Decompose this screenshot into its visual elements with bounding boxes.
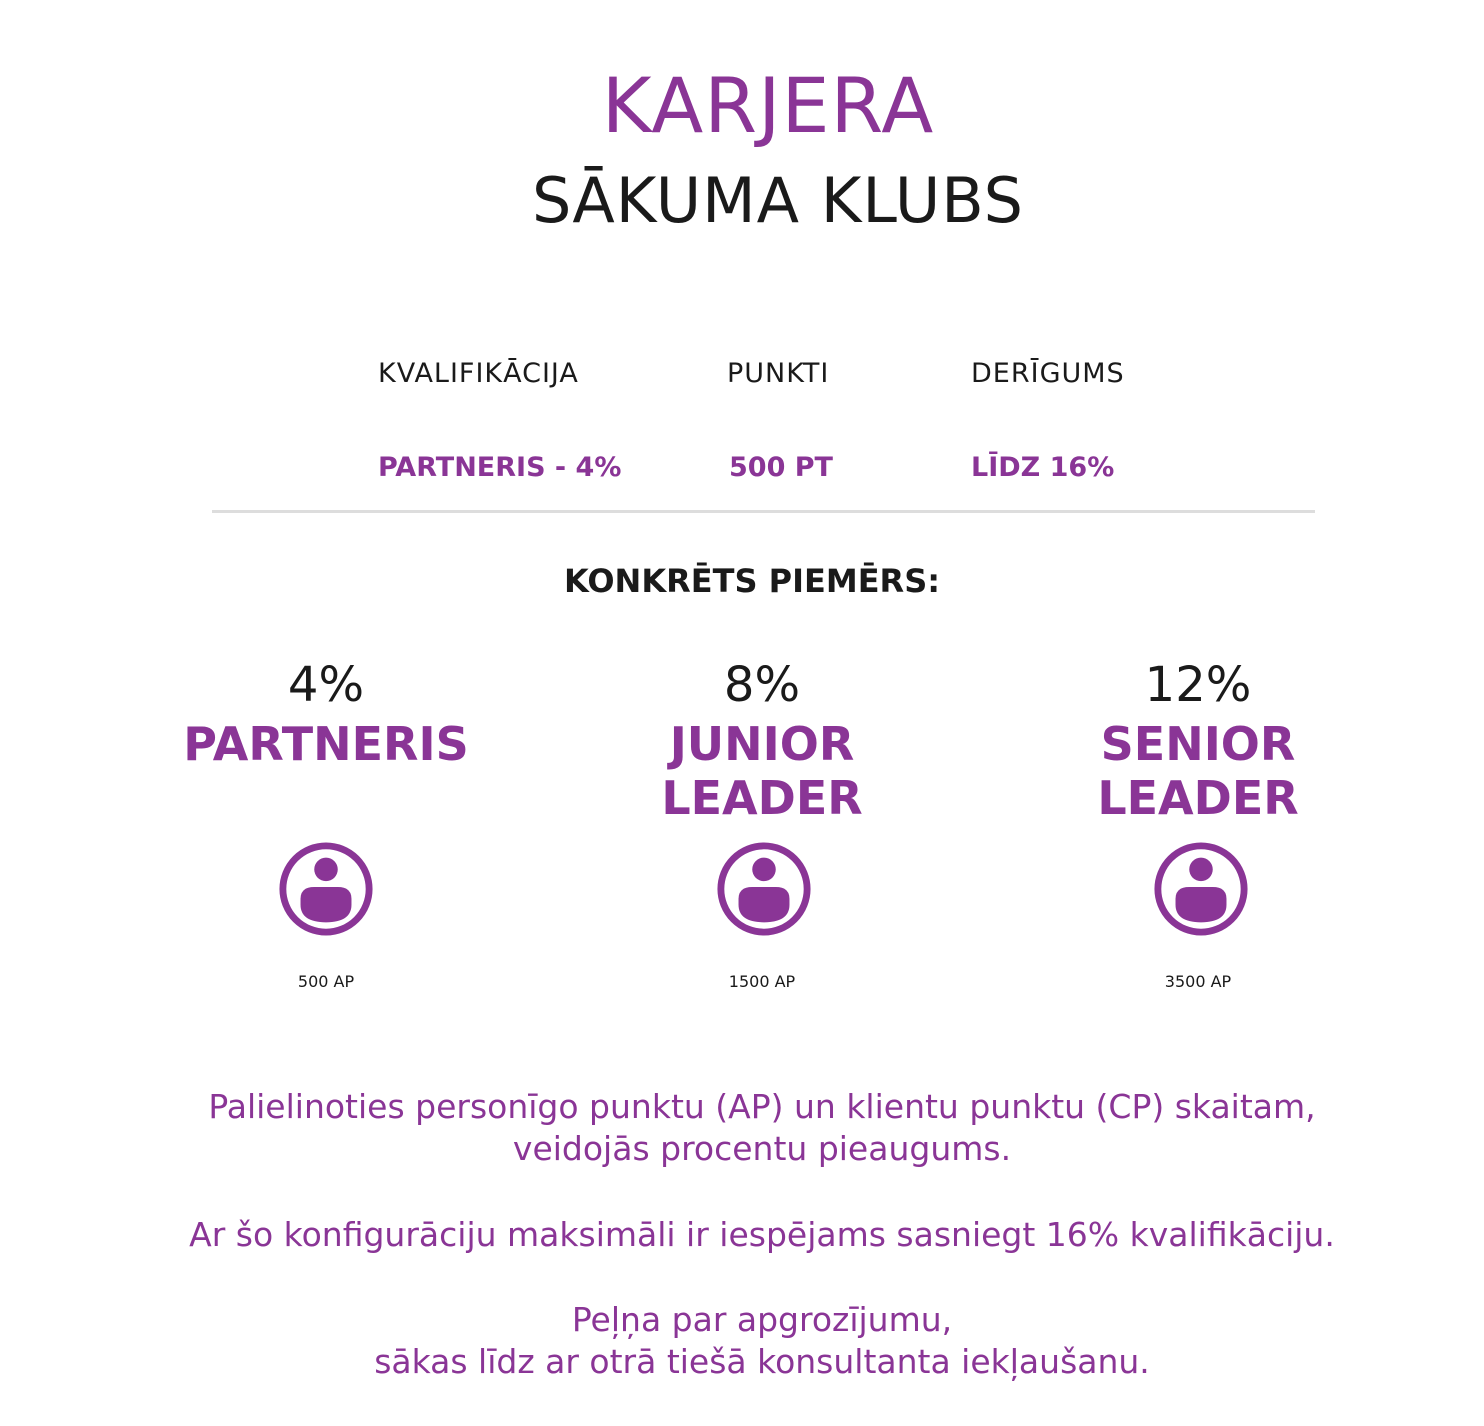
note-line: Palielinoties personīgo punktu (AP) un klientu punktu (CP) skaitam, [208,1087,1316,1126]
level-points: 3500 AP [1164,972,1232,991]
level-name-line1: SENIOR [1100,717,1296,771]
level-name-line2: LEADER [661,771,863,825]
level-percent: 8% [723,657,801,713]
note-paragraph-1 [20,1086,1484,1170]
level-name: PARTNERIS [183,717,469,771]
level-percent: 4% [287,657,365,713]
level-name-line1: JUNIOR [669,717,855,771]
example-title: KONKRĒTS PIEMĒRS: [563,562,941,600]
cell-validity: LĪDZ 16% [971,452,1115,483]
level-name-line2: LEADER [1097,771,1299,825]
user-circle-icon [277,840,375,938]
note-line: sākas līdz ar otrā tiešā konsultanta iekļaušanu. [374,1342,1150,1381]
divider [212,510,1315,513]
column-header-points: PUNKTI [727,358,830,389]
note-line: veidojās procentu pieaugums. [512,1129,1012,1168]
level-points: 1500 AP [728,972,796,991]
note-line: Peļņa par apgrozījumu, [571,1300,953,1339]
level-percent: 12% [1144,657,1252,713]
level-card-partner [106,656,546,772]
note-paragraph-3 [20,1299,1484,1383]
level-card-junior-leader [542,656,982,826]
column-header-qualification: KVALIFIKĀCIJA [378,358,579,389]
column-header-validity: DERĪGUMS [971,358,1125,389]
cell-points: 500 PT [729,452,833,483]
level-card-senior-leader [978,656,1418,826]
user-circle-icon [1152,840,1250,938]
level-points: 500 AP [297,972,355,991]
cell-qualification: PARTNERIS - 4% [378,452,622,483]
note-paragraph-2: Ar šo konfigurāciju maksimāli ir iespējams sasniegt 16% kvalifikāciju. [189,1215,1335,1254]
page-title: KARJERA [601,61,935,150]
page-subtitle: SĀKUMA KLUBS [531,164,1025,237]
user-circle-icon [715,840,813,938]
